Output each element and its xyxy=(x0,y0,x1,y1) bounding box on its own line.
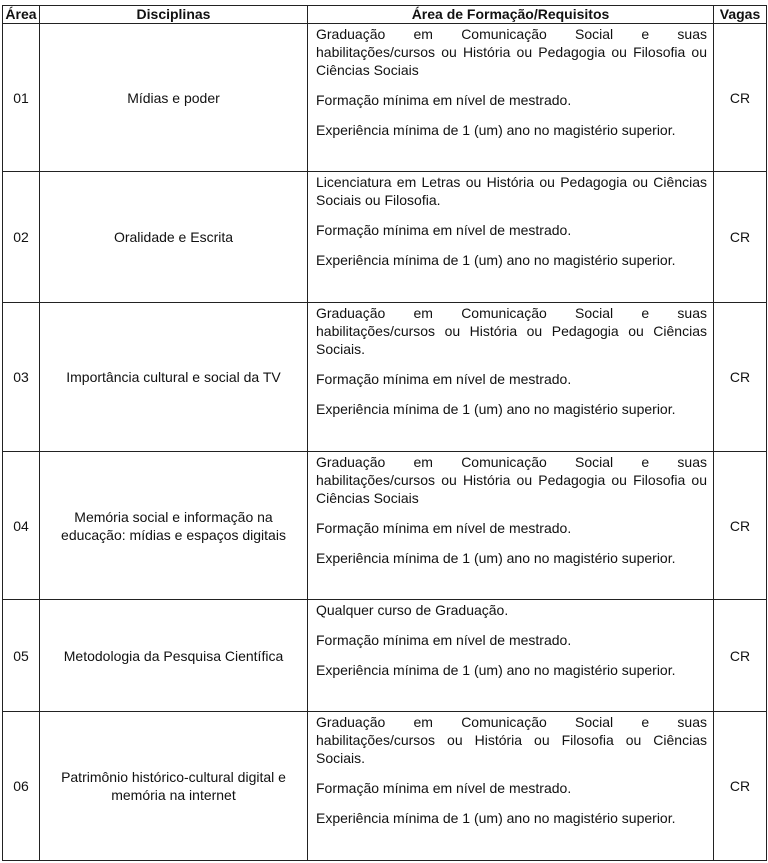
cell-area: 06 xyxy=(3,712,40,861)
requisito-item: Formação mínima em nível de mestrado. xyxy=(316,92,572,108)
requisito-item: Experiência mínima de 1 (um) ano no magistério superior. xyxy=(316,662,676,678)
table-row xyxy=(3,24,767,172)
cell-area: 04 xyxy=(3,452,40,600)
requisito-item: Formação mínima em nível de mestrado. xyxy=(316,520,572,536)
vacancies-table xyxy=(2,5,767,861)
requisito-item: Graduação em Comunicação Social e suas habilitações/cursos ou História ou Pedagogia ou Filosofia ou Ciências Sociais xyxy=(316,454,707,506)
cell-vagas: CR xyxy=(714,452,767,600)
table-row xyxy=(3,452,767,600)
header-disciplinas: Disciplinas xyxy=(40,6,308,24)
table-row xyxy=(3,600,767,712)
requisito-item: Formação mínima em nível de mestrado. xyxy=(316,632,572,648)
table-row xyxy=(3,712,767,861)
cell-requisitos xyxy=(308,600,714,712)
requisito-item: Qualquer curso de Graduação. xyxy=(316,602,509,618)
cell-requisitos xyxy=(308,24,714,172)
cell-disciplina: Memória social e informação na educação: mídias e espaços digitais xyxy=(40,452,308,600)
requisito-item: Experiência mínima de 1 (um) ano no magistério superior. xyxy=(316,810,676,826)
table-header-row xyxy=(3,6,767,24)
cell-area: 03 xyxy=(3,303,40,452)
requisito-item: Experiência mínima de 1 (um) ano no magistério superior. xyxy=(316,550,676,566)
header-vagas: Vagas xyxy=(714,6,767,24)
cell-requisitos xyxy=(308,712,714,861)
cell-area: 01 xyxy=(3,24,40,172)
cell-disciplina: Patrimônio histórico-cultural digital e memória na internet xyxy=(40,712,308,861)
cell-vagas: CR xyxy=(714,24,767,172)
cell-disciplina: Metodologia da Pesquisa Científica xyxy=(40,600,308,712)
header-requisitos: Área de Formação/Requisitos xyxy=(308,6,714,24)
cell-requisitos xyxy=(308,303,714,452)
cell-disciplina: Mídias e poder xyxy=(40,24,308,172)
header-area: Área xyxy=(3,6,40,24)
requisito-item: Formação mínima em nível de mestrado. xyxy=(316,222,572,238)
cell-vagas: CR xyxy=(714,303,767,452)
cell-vagas: CR xyxy=(714,712,767,861)
requisito-item: Formação mínima em nível de mestrado. xyxy=(316,780,572,796)
cell-disciplina: Importância cultural e social da TV xyxy=(40,303,308,452)
requisito-item: Graduação em Comunicação Social e suas habilitações/cursos ou História ou Pedagogia ou Ciências Sociais. xyxy=(316,305,707,357)
cell-vagas: CR xyxy=(714,172,767,303)
requisito-item: Graduação em Comunicação Social e suas habilitações/cursos ou História ou Filosofia ou Ciências Sociais. xyxy=(316,714,707,766)
cell-area: 02 xyxy=(3,172,40,303)
cell-requisitos xyxy=(308,172,714,303)
requisito-item: Experiência mínima de 1 (um) ano no magistério superior. xyxy=(316,252,676,268)
requisito-item: Experiência mínima de 1 (um) ano no magistério superior. xyxy=(316,122,676,138)
requisito-item: Experiência mínima de 1 (um) ano no magistério superior. xyxy=(316,401,676,417)
requisito-item: Formação mínima em nível de mestrado. xyxy=(316,371,572,387)
table-row xyxy=(3,172,767,303)
cell-requisitos xyxy=(308,452,714,600)
requisito-item: Licenciatura em Letras ou História ou Pedagogia ou Ciências Sociais ou Filosofia. xyxy=(316,174,707,208)
requisito-item: Graduação em Comunicação Social e suas habilitações/cursos ou História ou Pedagogia ou Filosofia ou Ciências Sociais xyxy=(316,26,707,78)
cell-vagas: CR xyxy=(714,600,767,712)
table-body xyxy=(3,24,767,861)
cell-area: 05 xyxy=(3,600,40,712)
table-row xyxy=(3,303,767,452)
cell-disciplina: Oralidade e Escrita xyxy=(40,172,308,303)
